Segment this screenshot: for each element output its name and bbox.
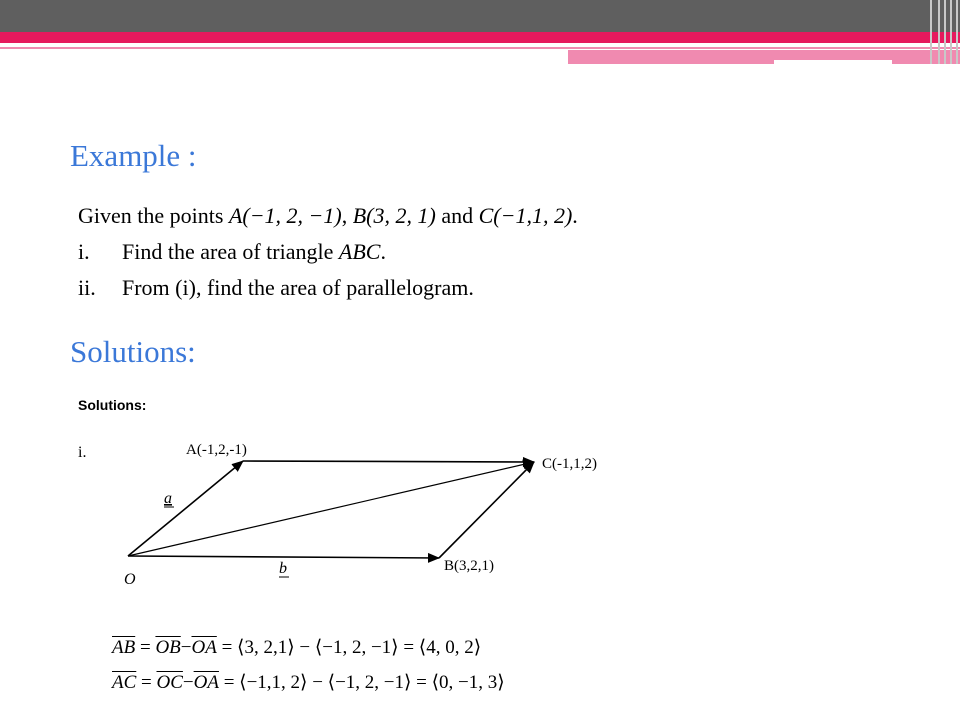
label-c: C(-1,1,2) (542, 456, 597, 472)
label-b: B(3,2,1) (444, 558, 494, 574)
problem-intro-text: Given the points (78, 203, 224, 228)
vector-oa-symbol: $\overline{OA}$ (193, 672, 219, 693)
example-heading: Example : (70, 138, 197, 173)
item-text: From (i), find the area of parallelogram. (122, 275, 474, 300)
vector-ab-symbol: $\overline{AB}$ (112, 637, 136, 658)
vector-oa-symbol: $\overline{OA}$ (191, 637, 217, 658)
period: . (572, 203, 578, 228)
equation-ab (112, 636, 481, 659)
vector-ac-symbol: $\overline{AC}$ (112, 672, 137, 693)
solutions-label: Solutions: (78, 397, 147, 413)
equation-result: = ⟨3, 2,1⟩ − ⟨−1, 2, −1⟩ = ⟨4, 0, 2⟩ (216, 637, 482, 658)
part-label: i. (78, 444, 87, 461)
point-c-text: C(−1,1, 2) (478, 203, 573, 228)
item-number: i. (78, 239, 90, 264)
item-text: Find the area of triangle (122, 239, 334, 264)
and-text: and (441, 203, 474, 228)
label-vector-b: b (279, 560, 287, 577)
label-a: A(-1,2,-1) (186, 442, 247, 458)
vector-ac (243, 461, 534, 462)
label-o: O (124, 571, 136, 588)
equals-sign: = (139, 637, 151, 658)
period: . (380, 239, 386, 264)
vector-oc-symbol: $\overline{OC}$ (156, 672, 183, 693)
vector-ob (128, 556, 439, 558)
point-b-text: B(3, 2, 1) (352, 203, 436, 228)
point-a-text: A(−1, 2, −1) (228, 203, 342, 228)
triangle-name: ABC (338, 239, 381, 264)
label-vector-a: a (164, 490, 172, 507)
vector-oc (128, 462, 534, 556)
equation-result: = ⟨−1,1, 2⟩ − ⟨−1, 2, −1⟩ = ⟨0, −1, 3⟩ (218, 672, 505, 693)
problem-line-1: Given the points A(−1, 2, −1), B(3, 2, 1) and C(−1,1, 2). (78, 203, 578, 228)
minus-sign: − (180, 637, 192, 658)
item-number: ii. (78, 275, 96, 300)
equation-ac (112, 671, 505, 694)
vector-ob-symbol: $\overline{OB}$ (155, 637, 181, 658)
vector-oa (128, 461, 243, 556)
equals-sign: = (141, 672, 152, 693)
minus-sign: − (182, 672, 194, 693)
vector-bc (439, 462, 534, 558)
solutions-heading: Solutions: (70, 334, 196, 369)
